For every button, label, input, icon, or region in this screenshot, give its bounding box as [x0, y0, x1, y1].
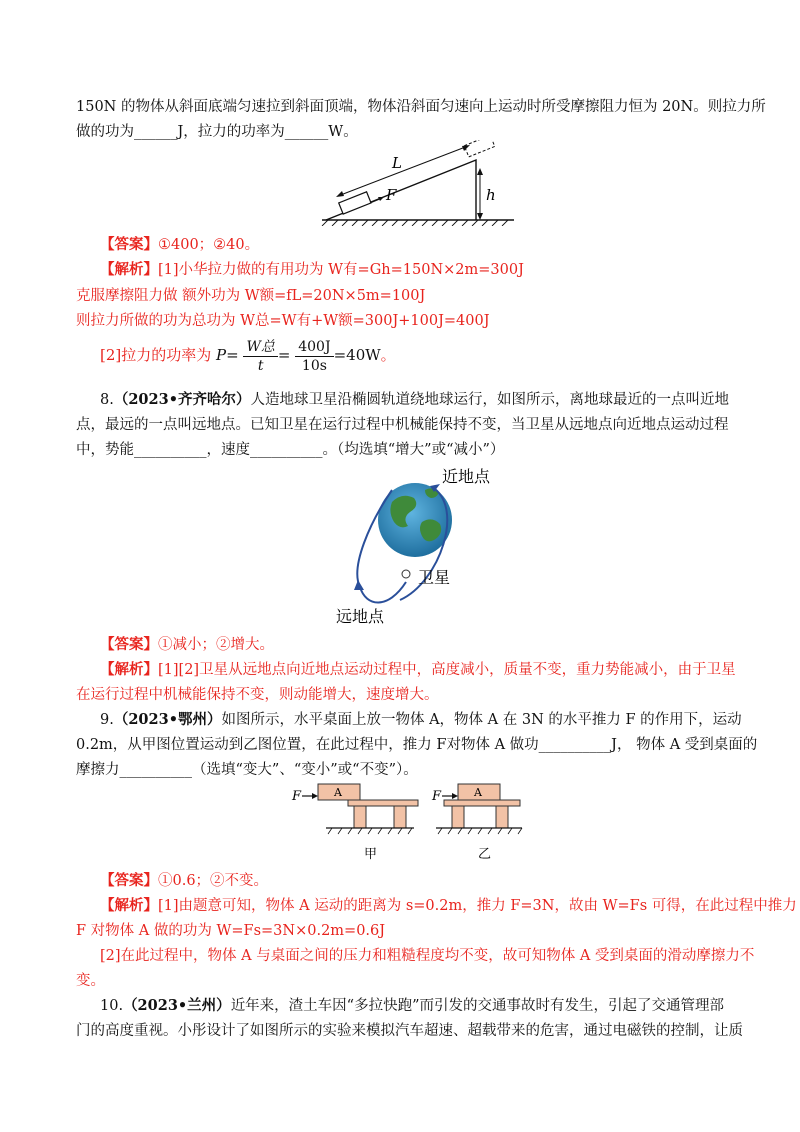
analysis-tag: 【解析】: [100, 661, 158, 678]
q9-analysis-line4: 变。: [76, 973, 105, 989]
q8-answer: [100, 634, 274, 656]
incline-figure: [318, 140, 518, 226]
table-figures: [286, 778, 526, 866]
question-number: 10.: [100, 998, 124, 1014]
fraction-denominator: t: [257, 357, 264, 374]
q9-analysis-line1: [100, 895, 797, 917]
analysis-text: [1]由题意可知，物体 A 运动的距离为 s=0.2m，推力 F=3N，故由 W=Fs 可得，在此过程中推力: [158, 898, 797, 914]
formula-prefix: [2]拉力的功率为: [100, 346, 212, 364]
answer-tag: 【答案】: [100, 236, 158, 253]
q7-text-line2: 做的功为______J，拉力的功率为______W。: [76, 124, 358, 140]
question-source: （2023•兰州）: [123, 997, 231, 1014]
q8-line2: 点，最远的一点叫远地点。已知卫星在运行过程中机械能保持不变，当卫星从远地点向近地点运动过程: [76, 417, 729, 433]
label-yi: 乙: [478, 847, 492, 862]
answer-text: ①减小；②增大。: [158, 637, 274, 653]
block-label-yi: A: [474, 786, 482, 799]
fraction-denominator: 10s: [301, 357, 327, 374]
q8-analysis-line1: [100, 659, 736, 681]
q7-analysis-line2: 克服摩擦阻力做 额外功为 W额=fL=20N×5m=100J: [76, 288, 426, 304]
label-near: 近地点: [442, 467, 491, 486]
fraction-W-over-t: [243, 338, 277, 375]
fraction-values: [295, 338, 333, 375]
earth-orbit-figure: [330, 462, 520, 632]
q10-line1: [100, 995, 724, 1017]
label-satellite: 卫星: [418, 568, 451, 587]
answer-tag: 【答案】: [100, 872, 158, 889]
answer-text: ①0.6；②不变。: [158, 873, 269, 889]
q9-analysis-line2: F 对物体 A 做的功为 W=Fs=3N×0.2m=0.6J: [76, 923, 386, 939]
formula-eq1: =: [226, 346, 239, 364]
q8-analysis-line2: 在运行过程中机械能保持不变，则动能增大，速度增大。: [76, 687, 439, 703]
analysis-tag: 【解析】: [100, 261, 158, 278]
q7-analysis-line1: [100, 259, 524, 281]
label-jia: 甲: [364, 847, 378, 862]
satellite-icon: [402, 570, 410, 578]
block-label-jia: A: [334, 786, 342, 799]
power-formula: [76, 332, 396, 378]
formula-end: 。: [380, 346, 396, 364]
question-text: 近年来，渣土车因“多拉快跑”而引发的交通事故时有发生，引起了交通管理部: [230, 998, 725, 1014]
question-number: 9.: [100, 712, 114, 728]
q9-analysis-line3: [2]在此过程中，物体 A 与桌面之间的压力和粗糙程度均不变，故可知物体 A 受到桌面的滑动摩擦力不: [100, 948, 755, 964]
question-source: （2023•鄂州）: [113, 711, 222, 728]
formula-result: =40W: [333, 346, 381, 364]
question-number: 8.: [100, 392, 114, 408]
analysis-text: [1]小华拉力做的有用功为 W有=Gh=150N×2m=300J: [158, 262, 524, 278]
question-text: 人造地球卫星沿椭圆轨道绕地球运行，如图所示，离地球最近的一点叫近地: [250, 392, 729, 408]
label-far: 远地点: [336, 607, 385, 626]
formula-P: P: [216, 346, 227, 364]
q7-analysis-line3: 则拉力所做的功为总功为 W总=W有+W额=300J+100J=400J: [76, 313, 490, 329]
label-force-yi: F: [432, 789, 442, 804]
q9-line2: 0.2m，从甲图位置运动到乙图位置，在此过程中，推力 F对物体 A 做功__________J， 物体 A 受到桌面的: [76, 737, 758, 753]
label-L: L: [392, 154, 402, 172]
q10-line2: 门的高度重视。小彤设计了如图所示的实验来模拟汽车超速、超载带来的危害，通过电磁铁的控制，让质: [76, 1023, 743, 1039]
q8-line3: 中，势能__________，速度__________。（均选填“增大”或“减小”）: [76, 442, 505, 458]
answer-tag: 【答案】: [100, 636, 158, 653]
label-h: h: [486, 186, 496, 204]
q7-answer: [100, 234, 259, 256]
answer-text: ①400；②40。: [158, 237, 260, 253]
fraction-numerator: 400J: [295, 338, 333, 357]
q7-text-line1: 150N 的物体从斜面底端匀速拉到斜面顶端，物体沿斜面匀速向上运动时所受摩擦阻力恒为 20N。则拉力所: [76, 99, 766, 115]
q9-line1: [100, 709, 742, 731]
fraction-numerator: W总: [243, 338, 277, 357]
q9-answer: [100, 870, 268, 892]
figure-jia: [291, 784, 418, 862]
question-source: （2023•齐齐哈尔）: [113, 391, 251, 408]
formula-eq2: =: [277, 346, 291, 364]
question-text: 如图所示，水平桌面上放一物体 A，物体 A 在 3N 的水平推力 F 的作用下，运动: [221, 712, 742, 728]
analysis-tag: 【解析】: [100, 897, 158, 914]
analysis-text: [1][2]卫星从远地点向近地点运动过程中，高度减小，质量不变，重力势能减小，由于卫星: [158, 662, 736, 678]
figure-yi: [431, 784, 522, 862]
label-F: F: [386, 186, 397, 204]
label-force-jia: F: [292, 789, 302, 804]
q9-line3: 摩擦力__________（选填“变大”、“变小”或“不变”）。: [76, 762, 418, 778]
q8-line1: [100, 389, 729, 411]
